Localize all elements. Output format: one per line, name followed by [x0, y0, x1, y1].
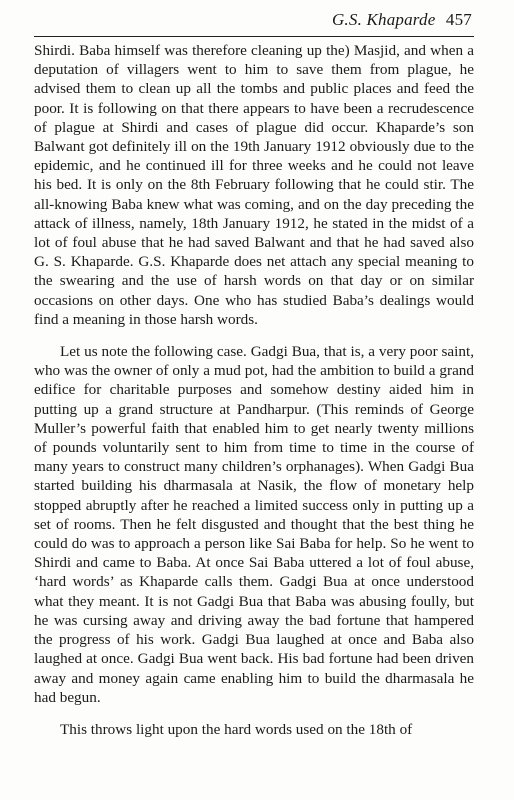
paragraph: Let us note the following case. Gadgi Bua, that is, a very poor saint, who was the owner of only a mud pot, had the ambition to build a grand edifice for charitable purposes and somehow destiny aided him in putting up a grand structure at Pandharpur. (This reminds of George Muller’s powerful faith that enabled him to get nearly twenty millions of pounds voluntarily sent to him from time to time in the course of many years to construct many children’s orphanages). When Gadgi Bua started building his dharmasala at Nasik, the flow of monetary help stopped abruptly after he reached a limited success only in putting up a set of rooms. Then he felt disgusted and thought that the best thing he could do was to approach a person like Sai Baba for help. So he went to Shirdi and came to Baba. At once Sai Baba uttered a lot of foul abuse, ‘hard words’ as Khaparde calls them. Gadgi Bua at once understood what they meant. It is not Gadgi Bua that Baba was abusing foully, but he was cursing away and driving away the bad fortune that hampered the progress of his work. Gadgi Bua laughed at once and Baba also laughed at once. Gadgi Bua went back. His bad fortune had been driven away and money again came enabling him to build the dharmasala he had begun.: [34, 343, 474, 706]
running-header: [332, 10, 472, 30]
paragraph: This throws light upon the hard words used on the 18th of: [60, 720, 413, 738]
page-number: 457: [445, 10, 472, 29]
paragraph: Shirdi. Baba himself was therefore cleaning up the) Masjid, and when a deputation of villagers went to him to save them from plague, he advised them to clean up all the tombs and public places and feed the poor. It is following on that there appears to have been a recrudescence of plague at Shirdi and cases of plague did occur. Khaparde’s son Balwant got definitely ill on the 19th January 1912 obviously due to the epidemic, and he continued ill for three weeks and he could not leave his bed. It is only on the 8th February following that he could stir. The all-knowing Baba knew what was coming, and on the day preceding the attack of illness, namely, 18th January 1912, he stated in the midst of a lot of foul abuse that he had saved Balwant and that he had saved also G. S. Khaparde. G.S. Khaparde does net attach any special meaning to the swearing and the use of harsh words on that day or on similar occasions on other days. One who has studied Baba’s dealings would find a meaning in those harsh words.: [34, 42, 474, 328]
header-rule: [34, 36, 474, 37]
body-text: [34, 41, 474, 739]
running-header-author: G.S. Khaparde: [331, 10, 436, 29]
